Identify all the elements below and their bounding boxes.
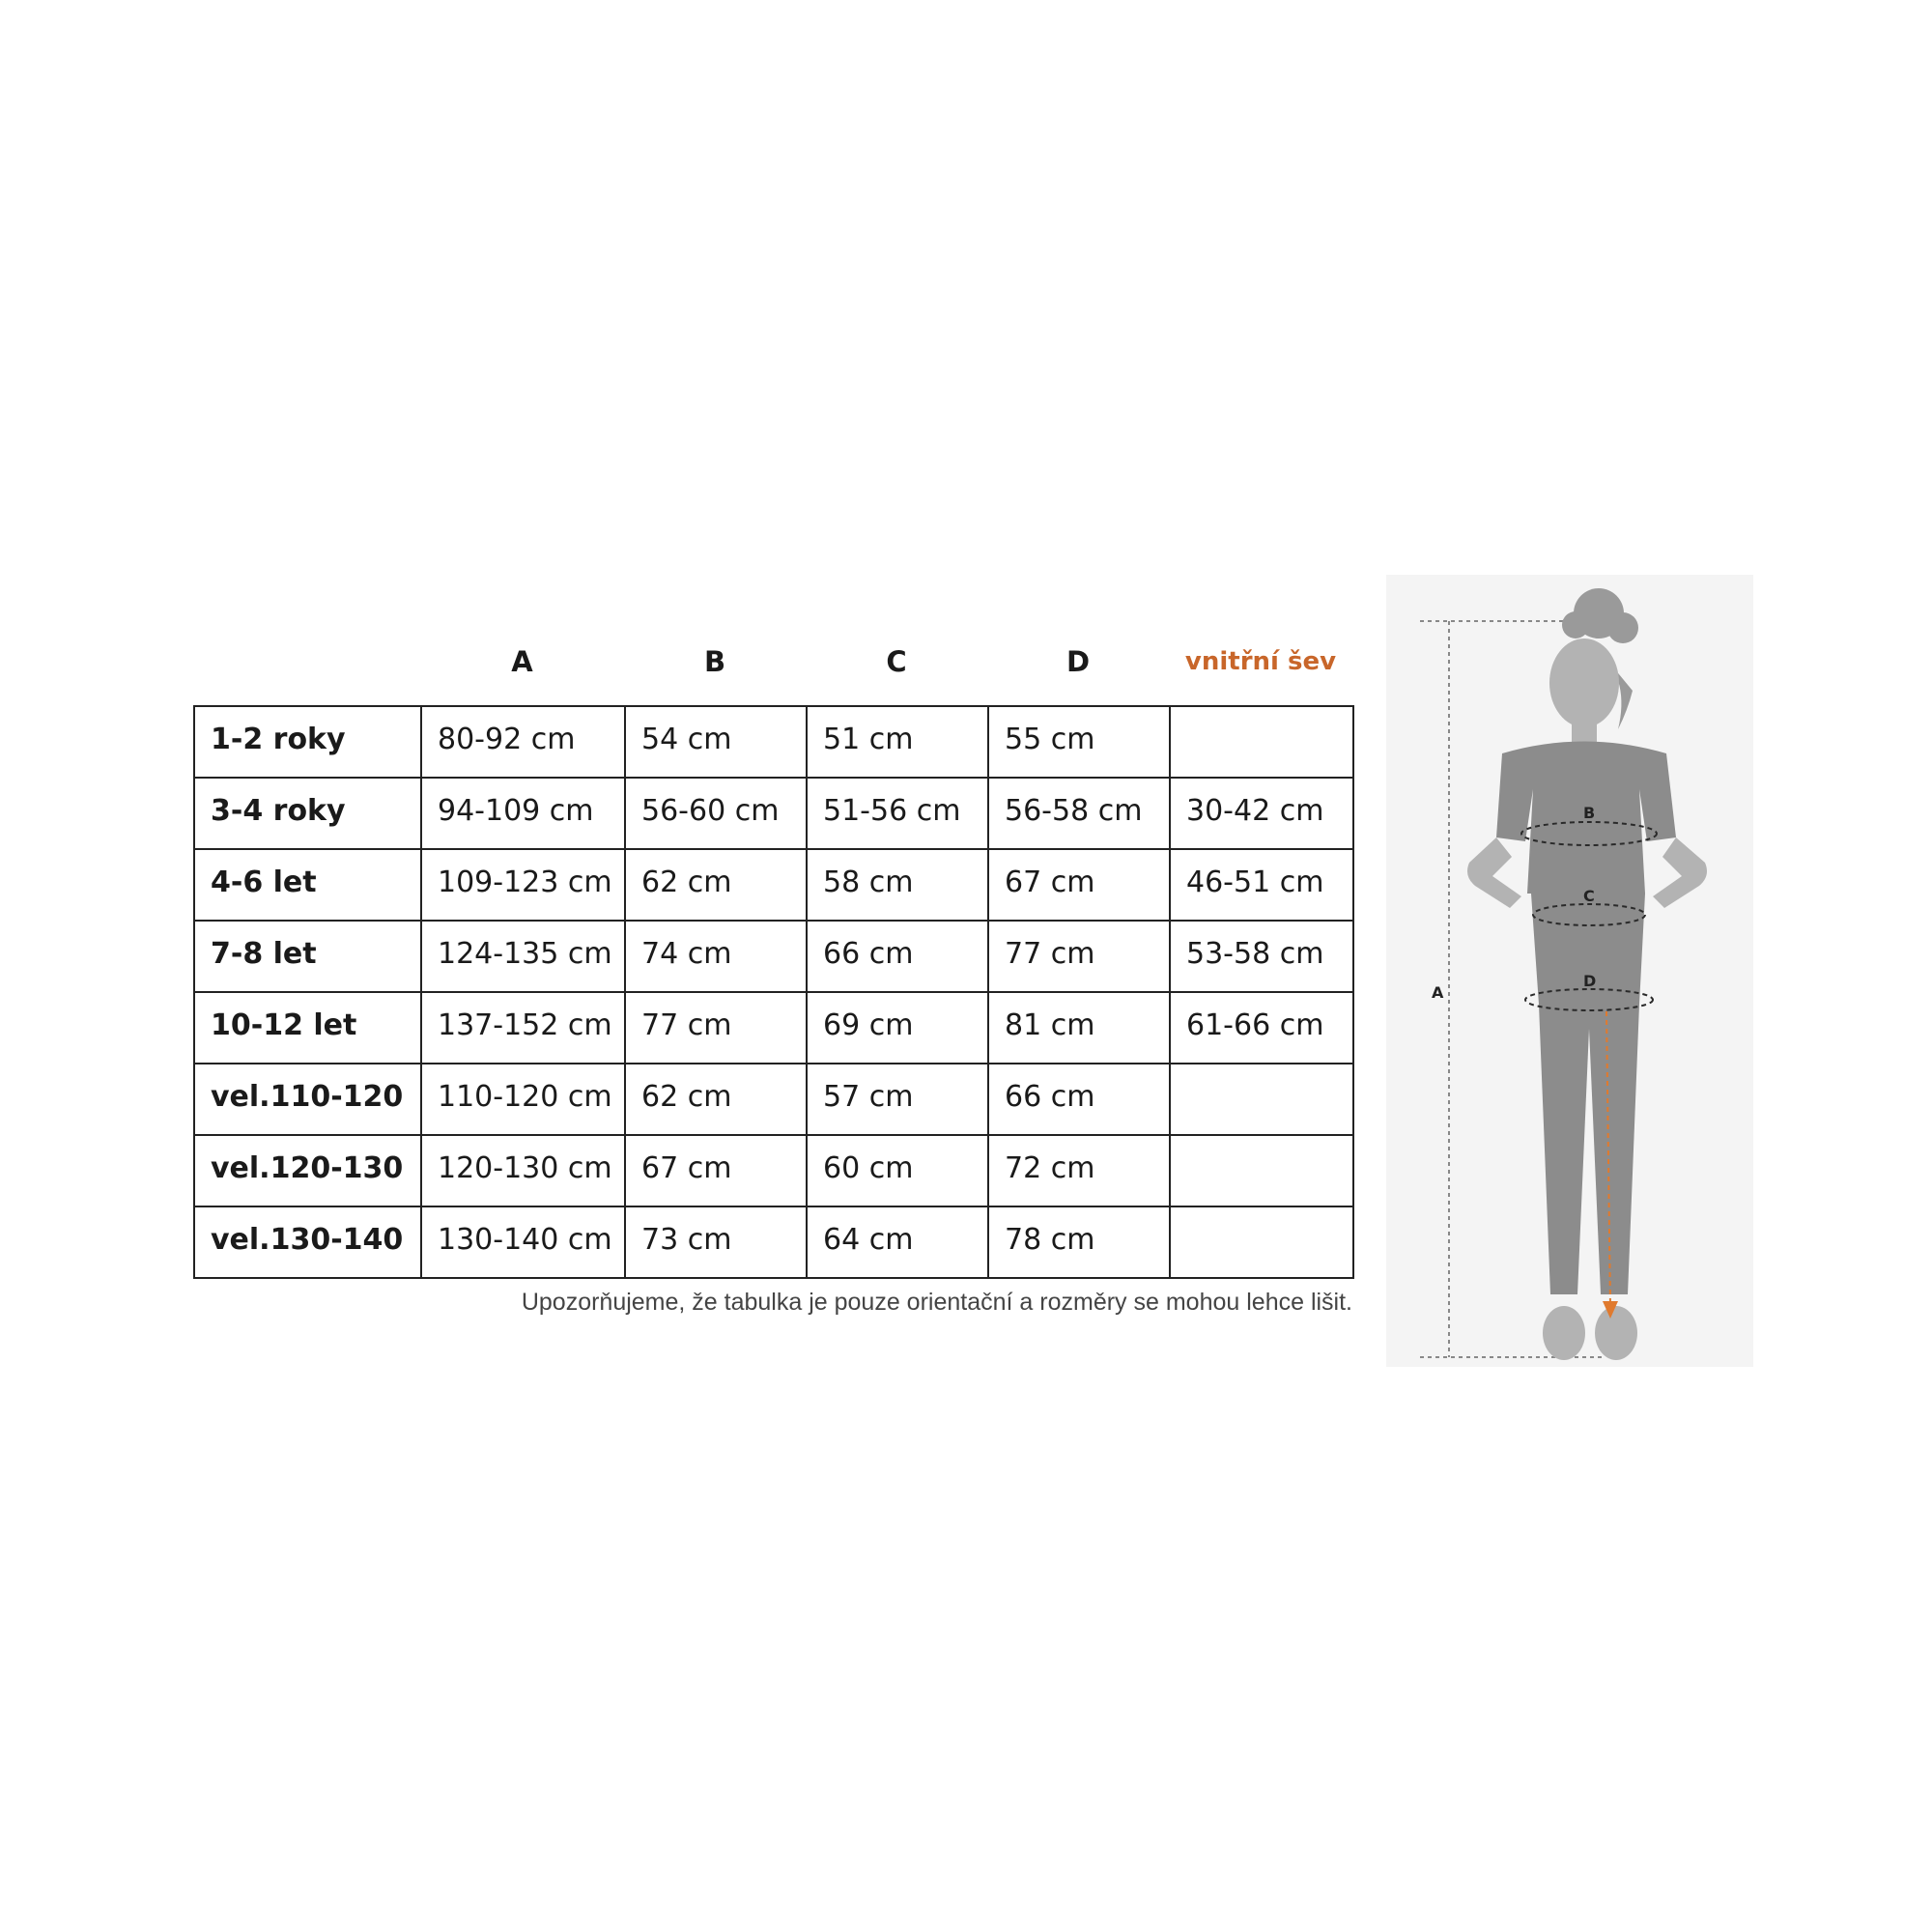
cell-b: 62 cm [625,1064,807,1135]
column-header-b: B [703,645,726,678]
cell-a: 130-140 cm [421,1206,625,1278]
cell-d: 67 cm [988,849,1170,921]
column-header-inner-seam: vnitřní šev [1184,647,1337,676]
cell-a: 109-123 cm [421,849,625,921]
cell-inner-seam [1170,706,1353,778]
size-label: vel.110-120 [194,1064,421,1135]
child-silhouette-illustration [1386,575,1753,1367]
cell-d: 78 cm [988,1206,1170,1278]
size-table [193,705,1354,1279]
cell-inner-seam: 30-42 cm [1170,778,1353,849]
column-header-a: A [511,645,533,678]
cell-a: 124-135 cm [421,921,625,992]
cell-d: 56-58 cm [988,778,1170,849]
cell-c: 58 cm [807,849,988,921]
cell-c: 60 cm [807,1135,988,1206]
label-c: C [1583,887,1595,905]
column-header-row [193,618,1352,705]
cell-b: 73 cm [625,1206,807,1278]
table-row [194,849,1353,921]
table-row [194,1206,1353,1278]
cell-b: 56-60 cm [625,778,807,849]
cell-d: 66 cm [988,1064,1170,1135]
label-b: B [1583,804,1596,822]
cell-inner-seam [1170,1206,1353,1278]
table-row [194,992,1353,1064]
column-header-c: C [886,645,907,678]
size-label: 7-8 let [194,921,421,992]
cell-inner-seam: 46-51 cm [1170,849,1353,921]
table-row [194,921,1353,992]
cell-inner-seam: 53-58 cm [1170,921,1353,992]
size-label: 4-6 let [194,849,421,921]
cell-b: 74 cm [625,921,807,992]
cell-a: 110-120 cm [421,1064,625,1135]
cell-c: 51 cm [807,706,988,778]
measurement-figure [1386,575,1753,1367]
cell-b: 67 cm [625,1135,807,1206]
cell-inner-seam [1170,1135,1353,1206]
size-label: vel.130-140 [194,1206,421,1278]
size-chart [193,618,1352,1317]
cell-a: 94-109 cm [421,778,625,849]
cell-c: 64 cm [807,1206,988,1278]
label-a: A [1432,983,1444,1002]
size-label: vel.120-130 [194,1135,421,1206]
cell-d: 72 cm [988,1135,1170,1206]
table-row [194,778,1353,849]
cell-d: 81 cm [988,992,1170,1064]
column-header-d: D [1065,645,1091,678]
size-label: 1-2 roky [194,706,421,778]
label-d: D [1583,972,1597,990]
table-row [194,1064,1353,1135]
disclaimer-note: Upozorňujeme, že tabulka je pouze orientační a rozměry se mohou lehce lišit. [521,1289,1352,1316]
cell-b: 77 cm [625,992,807,1064]
table-row [194,706,1353,778]
cell-c: 51-56 cm [807,778,988,849]
cell-d: 55 cm [988,706,1170,778]
cell-a: 137-152 cm [421,992,625,1064]
cell-inner-seam [1170,1064,1353,1135]
cell-inner-seam: 61-66 cm [1170,992,1353,1064]
size-label: 3-4 roky [194,778,421,849]
cell-a: 80-92 cm [421,706,625,778]
cell-c: 66 cm [807,921,988,992]
cell-b: 54 cm [625,706,807,778]
cell-d: 77 cm [988,921,1170,992]
cell-c: 57 cm [807,1064,988,1135]
cell-c: 69 cm [807,992,988,1064]
cell-b: 62 cm [625,849,807,921]
size-label: 10-12 let [194,992,421,1064]
table-row [194,1135,1353,1206]
cell-a: 120-130 cm [421,1135,625,1206]
